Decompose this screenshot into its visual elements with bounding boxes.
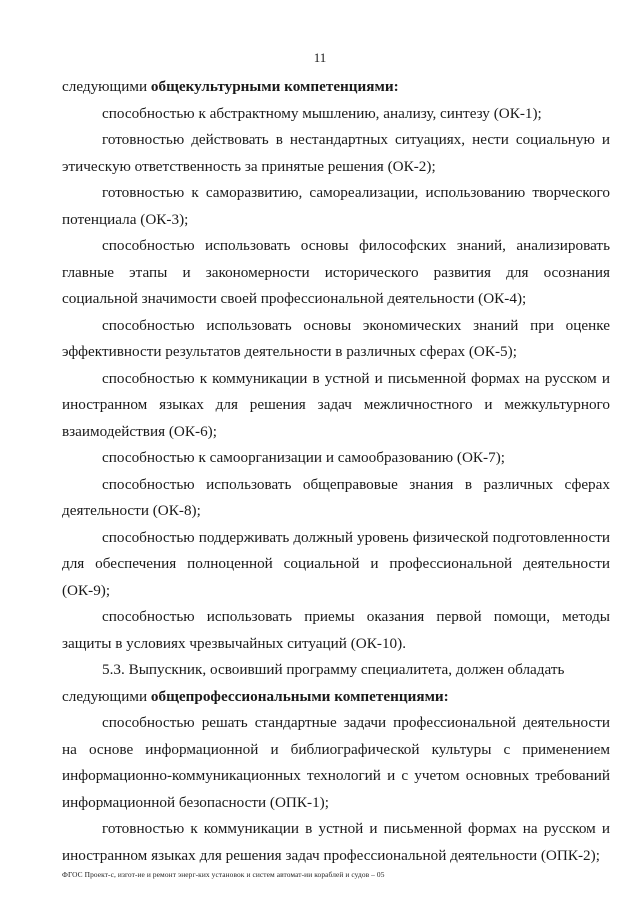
- page-footer: ФГОС Проект-с, изгот-ие и ремонт энерг-ких установок и систем автомат-ии кораблей и судов – 05: [62, 870, 385, 879]
- page-number: 11: [313, 50, 327, 65]
- competency-ok-10: способностью использовать приемы оказания первой помощи, методы защиты в условиях чрезвычайных ситуаций (ОК-10).: [62, 608, 610, 652]
- competency-ok-7: способностью к самоорганизации и самообразованию (ОК-7);: [102, 449, 505, 466]
- section-5-3-prefix: следующими: [62, 687, 151, 705]
- competency-ok-6: способностью к коммуникации в устной и письменной формах на русском и иностранном языках для решения задач межличностного и межкультурного взаимодействия (ОК-6);: [62, 369, 610, 440]
- competency-ok-8: способностью использовать общеправовые знания в различных сферах деятельности (ОК-8);: [62, 475, 610, 519]
- competency-opk-2: готовностью к коммуникации в устной и письменной формах на русском и иностранном языках для решения задач профессиональной деятельности (ОПК-2);: [62, 820, 610, 864]
- competency-ok-4: способностью использовать основы философских знаний, анализировать главные этапы и закономерности исторического развития для осознания социальной значимости своей профессиональной деятельности (ОК-4);: [62, 237, 610, 307]
- competency-ok-3: готовностью к саморазвитию, самореализации, использованию творческого потенциала (ОК-3);: [62, 184, 610, 228]
- competency-ok-1: способностью к абстрактному мышлению, анализу, синтезу (ОК-1);: [102, 104, 542, 122]
- document-body: [62, 74, 610, 869]
- competency-ok-5: способностью использовать основы экономических знаний при оценке эффективности результатов деятельности в различных сферах (ОК-5);: [62, 316, 610, 360]
- section-5-3-bold-heading: общепрофессиональными компетенциями:: [150, 687, 449, 705]
- section-5-3-continuation: [62, 684, 610, 711]
- intro-prefix: следующими: [62, 78, 151, 95]
- intro-bold-heading: общекультурными компетенциями:: [150, 78, 399, 95]
- section-5-3: 5.3. Выпускник, освоивший программу специалитета, должен обладать: [102, 661, 565, 678]
- competencies-intro: [62, 74, 610, 101]
- competency-opk-1: способностью решать стандартные задачи профессиональной деятельности на основе информационной и библиографической культуры с применением информационно-коммуникационных технологий и с учетом основных требований информационной безопасности (ОПК-1);: [62, 714, 610, 811]
- competency-ok-9: способностью поддерживать должный уровень физической подготовленности для обеспечения полноценной социальной и профессиональной деятельности (ОК-9);: [62, 528, 610, 599]
- competency-ok-2: готовностью действовать в нестандартных ситуациях, нести социальную и этическую ответственность за принятые решения (ОК-2);: [62, 131, 610, 175]
